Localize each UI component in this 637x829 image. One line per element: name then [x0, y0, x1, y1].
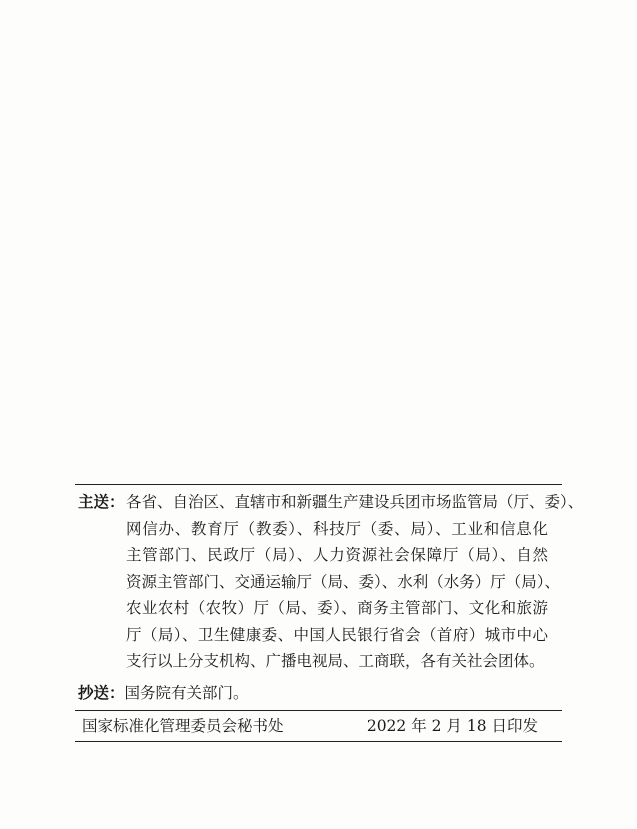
recipients-text: 网信办、教育厅（教委）、科技厅（委、局）、工业和信息化: [126, 519, 548, 538]
middle-divider: [75, 710, 562, 711]
recipients-text: 主管部门、民政厅（局）、人力资源社会保障厅（局）、自然: [126, 546, 548, 564]
recipients-line: [78, 489, 584, 516]
issuance-footer: [82, 713, 538, 739]
recipients-text: 厅（局）、卫生健康委、中国人民银行省会（首府）城市中心: [126, 625, 548, 644]
recipients-line: [78, 622, 548, 649]
recipients-line: [78, 569, 561, 596]
recipients-text: 农业农村（农牧）厅（局、委）、商务主管部门、文化和旅游: [126, 599, 548, 617]
recipients-line: [78, 648, 548, 675]
bottom-divider: [75, 741, 562, 742]
top-divider: [75, 484, 562, 485]
cc-recipients-block: [78, 680, 249, 706]
recipients-line: [78, 516, 548, 543]
issuer-name: 国家标准化管理委员会秘书处: [82, 717, 284, 735]
recipients-line: [78, 542, 548, 569]
recipients-line: [78, 595, 548, 622]
recipients-text: 资源主管部门、交通运输厅（局、委）、水利（水务）厅（局）、: [126, 572, 561, 591]
main-recipients-block: [78, 489, 584, 675]
issue-date: 2022 年 2 月 18 日印发: [366, 717, 538, 735]
recipients-text: 各省、自治区、直辖市和新疆生产建设兵团市场监管局（厅、委）、: [126, 493, 584, 511]
cc-label: 抄送：: [78, 683, 125, 702]
recipients-text: 支行以上分支机构、广播电视局、工商联，各有关社会团体。: [126, 652, 545, 670]
cc-text: 国务院有关部门。: [124, 684, 249, 702]
main-recipients-label: 主送：: [78, 492, 125, 511]
